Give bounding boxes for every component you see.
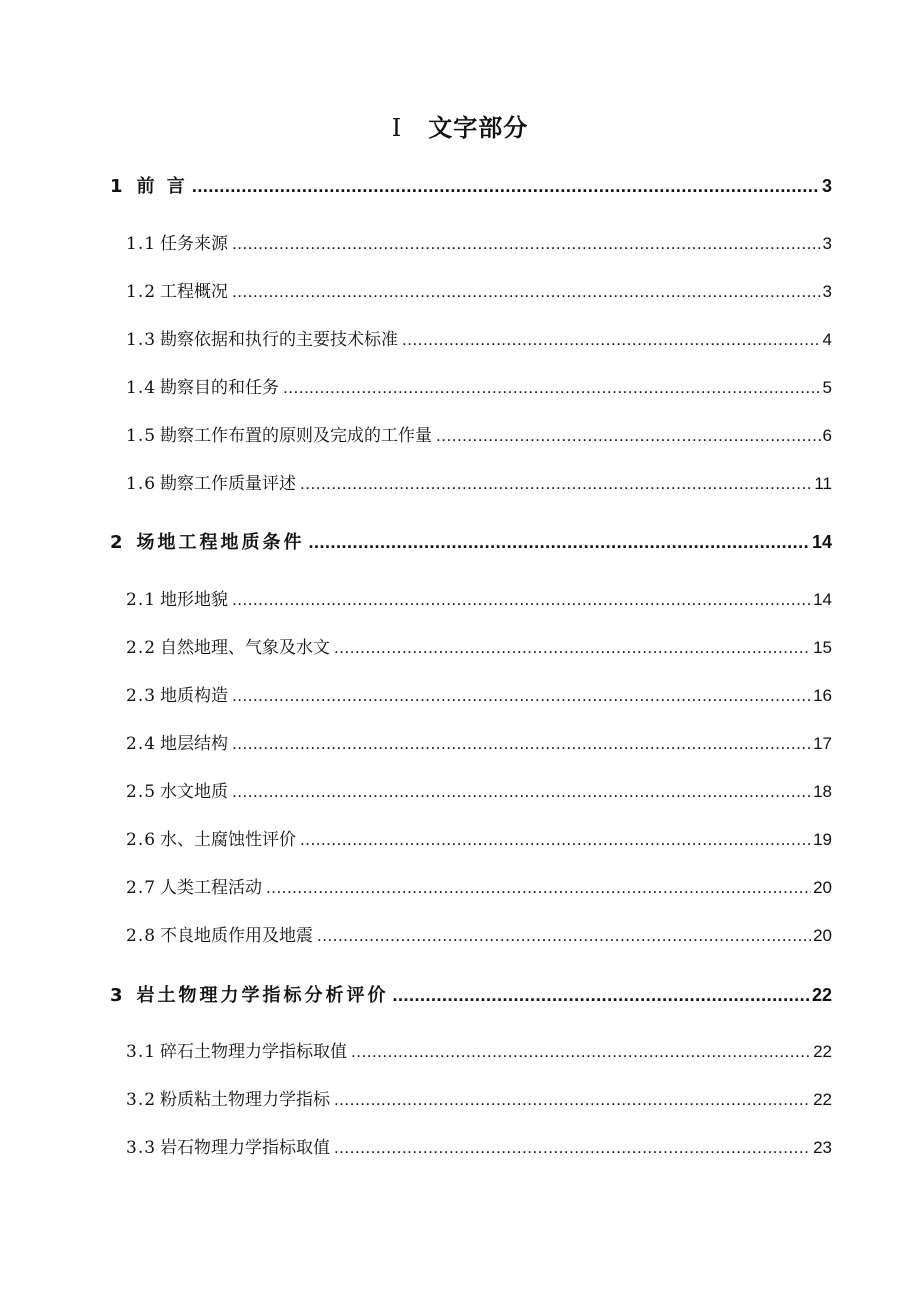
page-title	[0, 108, 920, 143]
toc-leader-dots	[351, 1042, 811, 1062]
toc-title: 自然地理、气象及水文	[160, 638, 331, 658]
toc-entry-1-6[interactable]	[126, 469, 832, 494]
toc-leader-dots	[232, 282, 820, 302]
toc-number: 1.6	[126, 474, 157, 494]
toc-title: 地形地貌	[160, 590, 229, 610]
title-roman-numeral: Ⅰ	[391, 114, 403, 142]
toc-entry-1-2[interactable]	[126, 277, 832, 302]
toc-leader-dots	[300, 474, 812, 494]
toc-entry-chapter-3[interactable]	[110, 981, 832, 1007]
toc-leader-dots	[393, 985, 810, 1006]
toc-page-number: 15	[813, 638, 832, 657]
toc-title: 不良地质作用及地震	[160, 926, 314, 946]
toc-leader-dots	[192, 176, 820, 197]
toc-page-number: 22	[813, 1090, 832, 1109]
toc-entry-1-4[interactable]	[126, 373, 832, 398]
toc-leader-dots	[334, 1138, 811, 1158]
toc-title: 水文地质	[160, 782, 229, 802]
toc-number: 1.1	[126, 234, 157, 254]
toc-leader-dots	[266, 878, 811, 898]
toc-leader-dots	[232, 590, 811, 610]
toc-page-number: 3	[822, 234, 832, 253]
toc-title: 水、土腐蚀性评价	[160, 830, 297, 850]
toc-title: 任务来源	[160, 234, 229, 254]
toc-leader-dots	[232, 234, 820, 254]
toc-page-number: 6	[822, 426, 832, 445]
toc-number: 1.5	[126, 426, 157, 446]
toc-title: 勘察工作质量评述	[160, 474, 297, 494]
title-text: 文字部分	[428, 114, 529, 142]
toc-page-number: 18	[813, 782, 832, 801]
toc-leader-dots	[436, 426, 820, 446]
toc-title: 岩土物理力学指标分析评价	[136, 985, 389, 1006]
toc-title: 地质构造	[160, 686, 229, 706]
toc-entry-1-5[interactable]	[126, 421, 832, 446]
toc-page-number: 14	[813, 590, 832, 609]
toc-leader-dots	[232, 686, 811, 706]
toc-title: 勘察目的和任务	[160, 378, 280, 398]
toc-number: 2.3	[126, 686, 157, 706]
toc-title: 勘察工作布置的原则及完成的工作量	[160, 426, 433, 446]
toc-leader-dots	[232, 782, 811, 802]
toc-number: 3.3	[126, 1138, 157, 1158]
toc-title: 粉质粘土物理力学指标	[160, 1090, 331, 1110]
toc-number: 1.3	[126, 330, 157, 350]
toc-page-number: 16	[813, 686, 832, 705]
toc-entry-3-1[interactable]	[126, 1037, 832, 1062]
toc-number: 2	[110, 532, 123, 553]
toc-number: 2.1	[126, 590, 157, 610]
toc-entry-2-5[interactable]	[126, 777, 832, 802]
toc-entry-1-3[interactable]	[126, 325, 832, 350]
toc-number: 3.1	[126, 1042, 157, 1062]
toc-title: 场地工程地质条件	[136, 532, 305, 553]
toc-entry-2-6[interactable]	[126, 825, 832, 850]
toc-page-number: 17	[813, 734, 832, 753]
toc-leader-dots	[317, 926, 811, 946]
toc-title: 人类工程活动	[160, 878, 263, 898]
toc-title: 地层结构	[160, 734, 229, 754]
toc-entry-2-1[interactable]	[126, 585, 832, 610]
toc-page-number: 22	[811, 985, 832, 1005]
toc-entry-2-7[interactable]	[126, 873, 832, 898]
toc-page-number: 3	[822, 282, 832, 301]
toc-leader-dots	[334, 638, 811, 658]
toc-page-number: 3	[821, 176, 832, 196]
toc-page-number: 19	[813, 830, 832, 849]
toc-page-number: 20	[813, 926, 832, 945]
toc-entry-2-4[interactable]	[126, 729, 832, 754]
toc-number: 1	[110, 176, 123, 197]
toc-number: 2.8	[126, 926, 157, 946]
toc-title: 岩石物理力学指标取值	[160, 1138, 331, 1158]
toc-number: 2.4	[126, 734, 157, 754]
toc-number: 1.2	[126, 282, 157, 302]
toc-leader-dots	[300, 830, 811, 850]
toc-entry-3-3[interactable]	[126, 1133, 832, 1158]
toc-number: 2.2	[126, 638, 157, 658]
toc-title: 工程概况	[160, 282, 229, 302]
toc-entry-2-3[interactable]	[126, 681, 832, 706]
toc-leader-dots	[283, 378, 820, 398]
toc-entry-1-1[interactable]	[126, 229, 832, 254]
toc-page-number: 11	[814, 474, 832, 493]
toc-number: 2.6	[126, 830, 157, 850]
toc-number: 1.4	[126, 378, 157, 398]
toc-entry-2-8[interactable]	[126, 921, 832, 946]
toc-page-number: 22	[813, 1042, 832, 1061]
toc-page-number: 5	[822, 378, 832, 397]
toc-number: 2.5	[126, 782, 157, 802]
toc-entry-chapter-1[interactable]	[110, 172, 832, 198]
toc-number: 3	[110, 985, 123, 1006]
toc-entry-3-2[interactable]	[126, 1085, 832, 1110]
toc-page-number: 20	[813, 878, 832, 897]
toc-title: 碎石土物理力学指标取值	[160, 1042, 348, 1062]
toc-entry-2-2[interactable]	[126, 633, 832, 658]
toc-leader-dots	[309, 532, 810, 553]
toc-page-number: 14	[811, 532, 832, 552]
toc-leader-dots	[334, 1090, 811, 1110]
toc-leader-dots	[232, 734, 811, 754]
toc-page-number: 23	[813, 1138, 832, 1157]
toc-title: 勘察依据和执行的主要技术标准	[160, 330, 399, 350]
toc-title: 前 言	[136, 176, 188, 197]
toc-number: 3.2	[126, 1090, 157, 1110]
toc-leader-dots	[402, 330, 820, 350]
toc-page-number: 4	[822, 330, 832, 349]
toc-entry-chapter-2[interactable]	[110, 528, 832, 554]
toc-number: 2.7	[126, 878, 157, 898]
